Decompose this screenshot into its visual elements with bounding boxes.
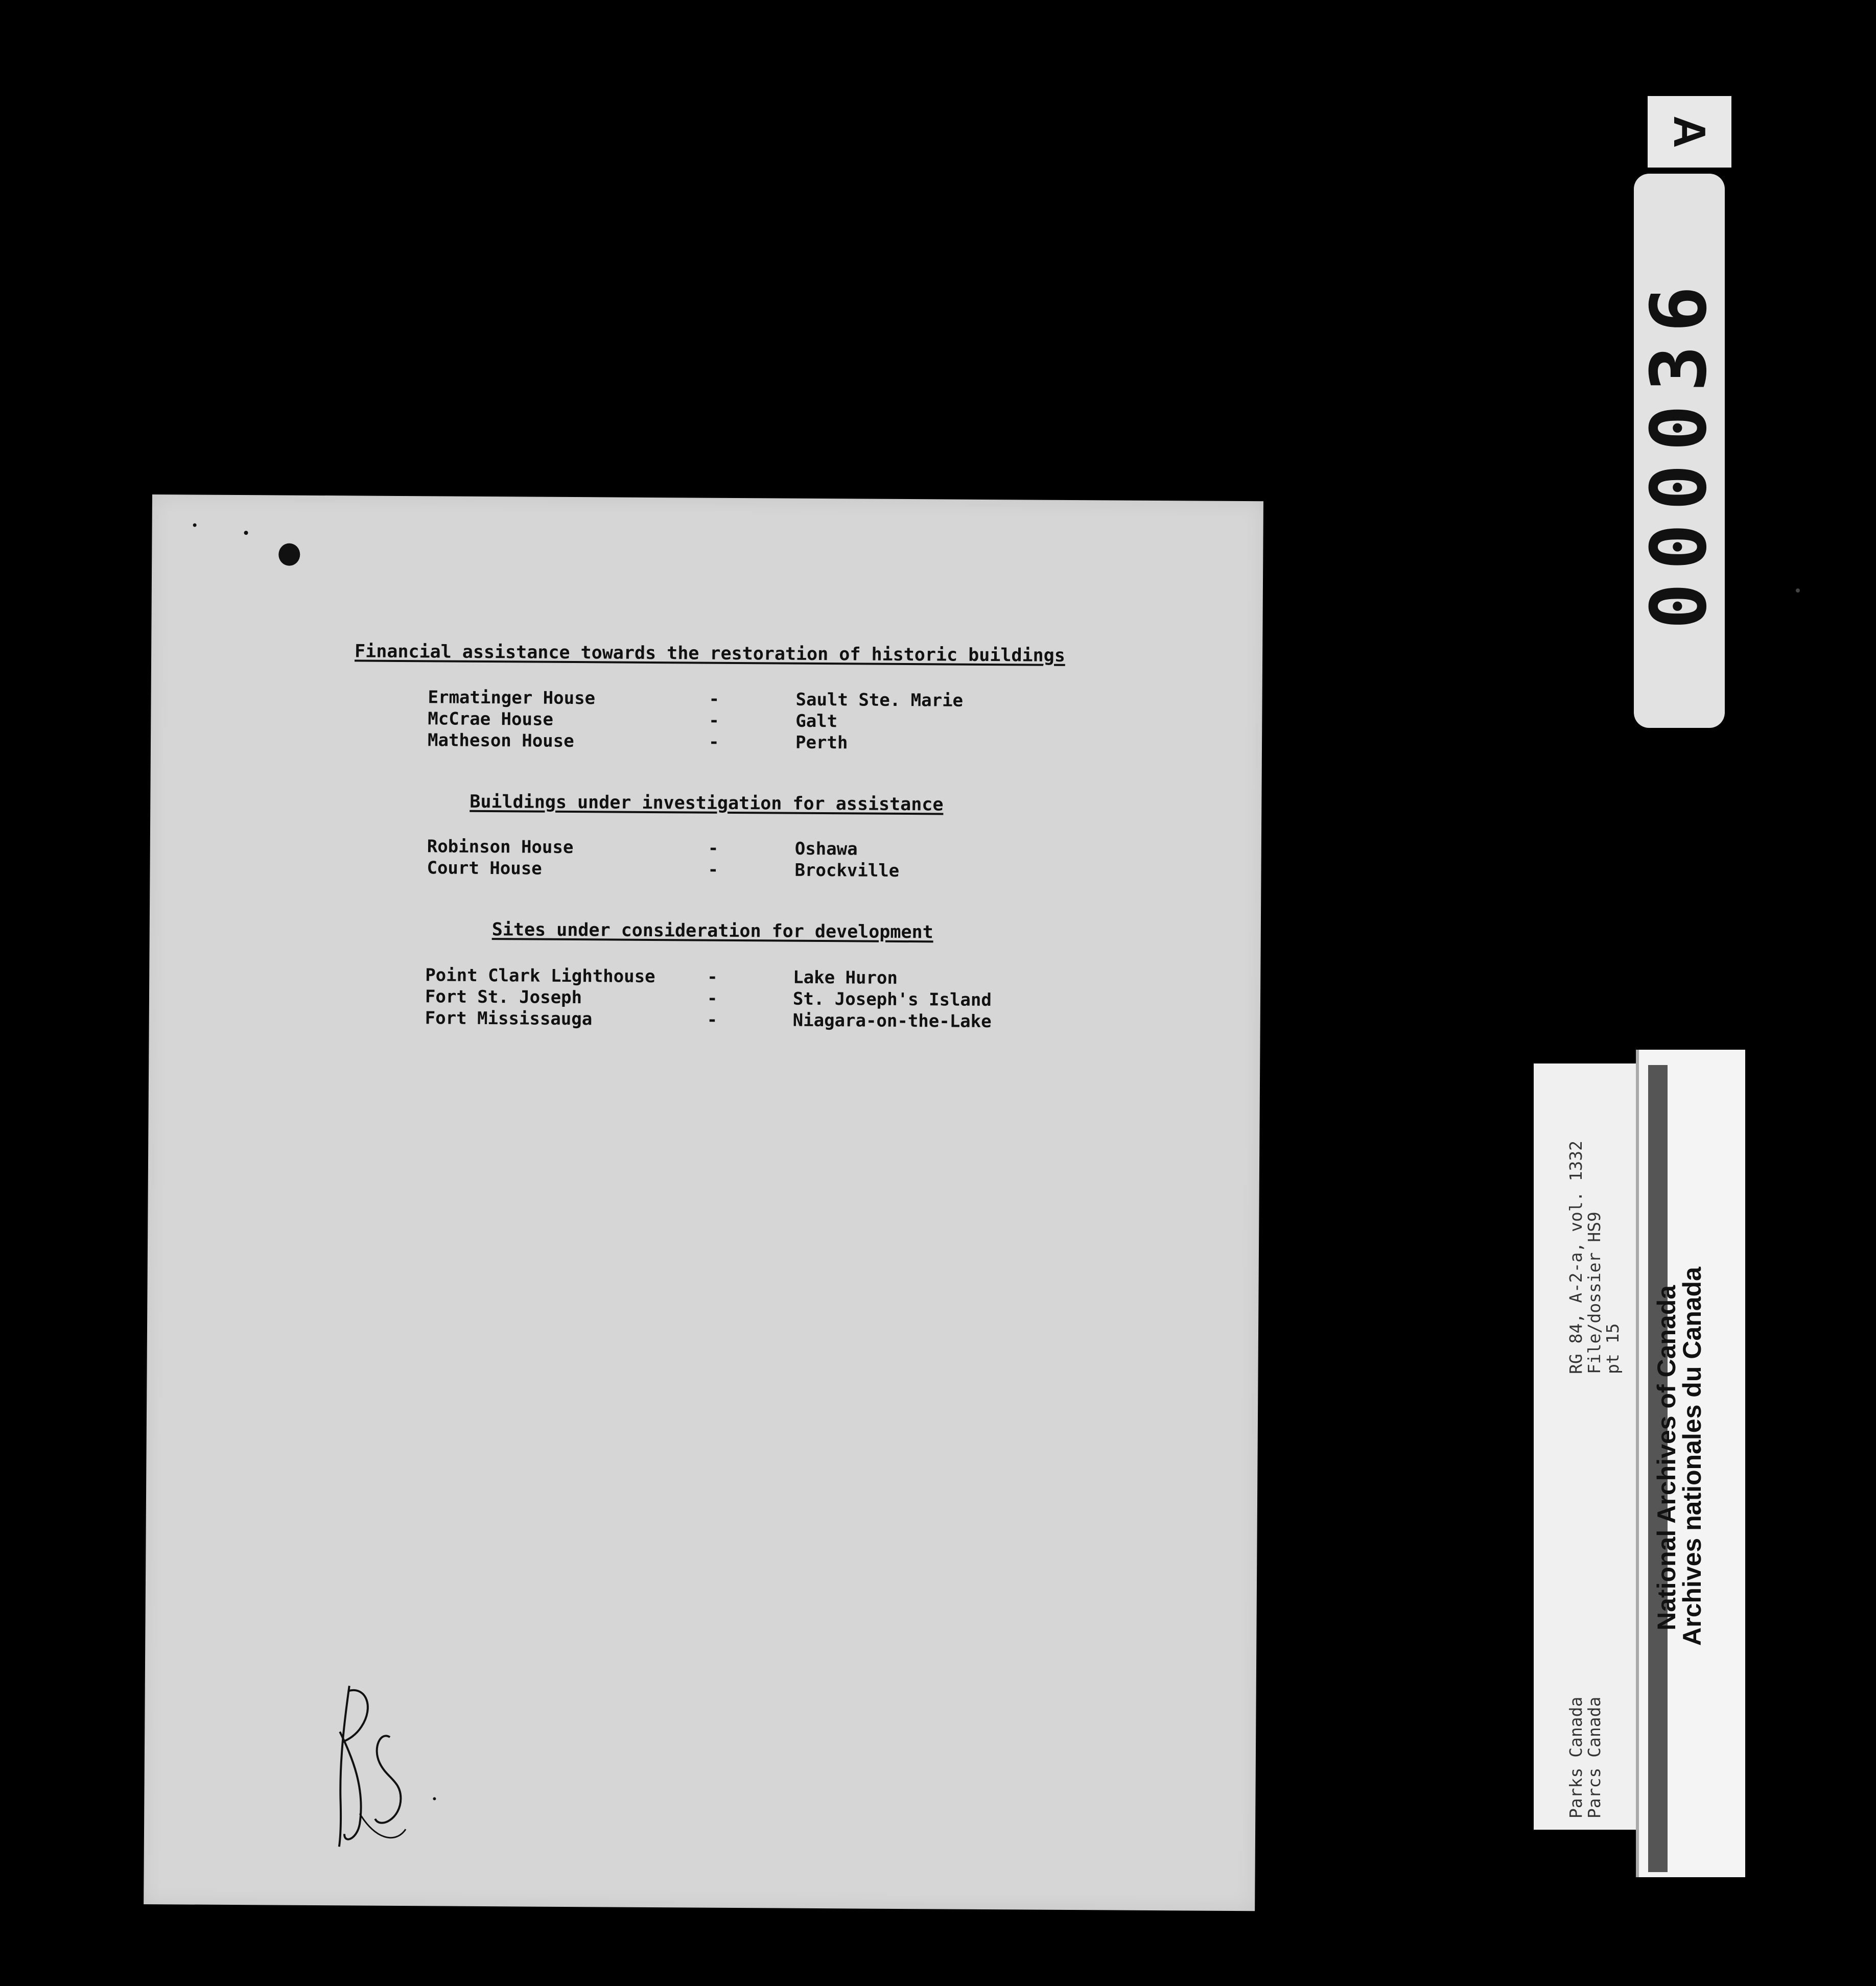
dash-separator: -	[709, 710, 719, 731]
building-location: Perth	[795, 732, 848, 753]
building-name: Matheson House	[427, 730, 574, 752]
punch-mark	[278, 543, 300, 566]
dash-separator: -	[708, 838, 719, 859]
site-location: Niagara-on-the-Lake	[792, 1010, 992, 1032]
site-location: Lake Huron	[793, 967, 898, 988]
speck-mark	[1796, 588, 1800, 593]
section-heading-sites-for-development: Sites under consideration for development	[491, 919, 933, 943]
reference-line-1: RG 84, A-2-a, vol. 1332	[1566, 1141, 1586, 1374]
agency-line-1: Parks Canada	[1566, 1696, 1586, 1818]
dash-separator: -	[707, 966, 718, 987]
building-location: Sault Ste. Marie	[795, 689, 964, 711]
dash-separator: -	[709, 689, 720, 710]
dash-separator: -	[708, 859, 719, 880]
building-name: Court House	[427, 858, 542, 879]
frame-counter-strip	[1634, 174, 1725, 728]
frame-letter-tag	[1648, 96, 1731, 168]
agency-line-2: Parcs Canada	[1584, 1696, 1604, 1818]
frame-letter: A	[1664, 115, 1715, 148]
archive-name-french: Archives nationales du Canada	[1678, 1267, 1706, 1646]
dash-separator: -	[707, 988, 718, 1009]
frame-counter: 000036	[1635, 272, 1724, 629]
speck-mark	[193, 523, 197, 527]
site-name: Fort St. Joseph	[425, 986, 582, 1008]
archive-name-english: National Archives of Canada	[1652, 1285, 1681, 1630]
building-name: McCrae House	[428, 708, 554, 730]
site-name: Point Clark Lighthouse	[425, 965, 655, 987]
building-name: Ermatinger House	[428, 687, 596, 709]
reference-line-3: pt 15	[1603, 1323, 1623, 1374]
building-location: Oshawa	[794, 838, 858, 860]
speck-mark	[244, 531, 248, 535]
section-heading-financial-assistance: Financial assistance towards the restoration of historic buildings	[355, 641, 1065, 666]
building-location: Brockville	[794, 860, 900, 881]
building-name: Robinson House	[427, 836, 574, 858]
dash-separator: -	[707, 1009, 718, 1030]
building-location: Galt	[795, 711, 838, 732]
document-page	[144, 494, 1263, 1911]
reference-line-2: File/dossier HS9	[1584, 1212, 1604, 1374]
section-heading-under-investigation: Buildings under investigation for assistance	[470, 791, 944, 815]
site-name: Fort Mississauga	[425, 1008, 593, 1030]
signature-icon	[329, 1670, 453, 1855]
site-location: St. Joseph's Island	[792, 988, 992, 1011]
dash-separator: -	[708, 731, 719, 752]
